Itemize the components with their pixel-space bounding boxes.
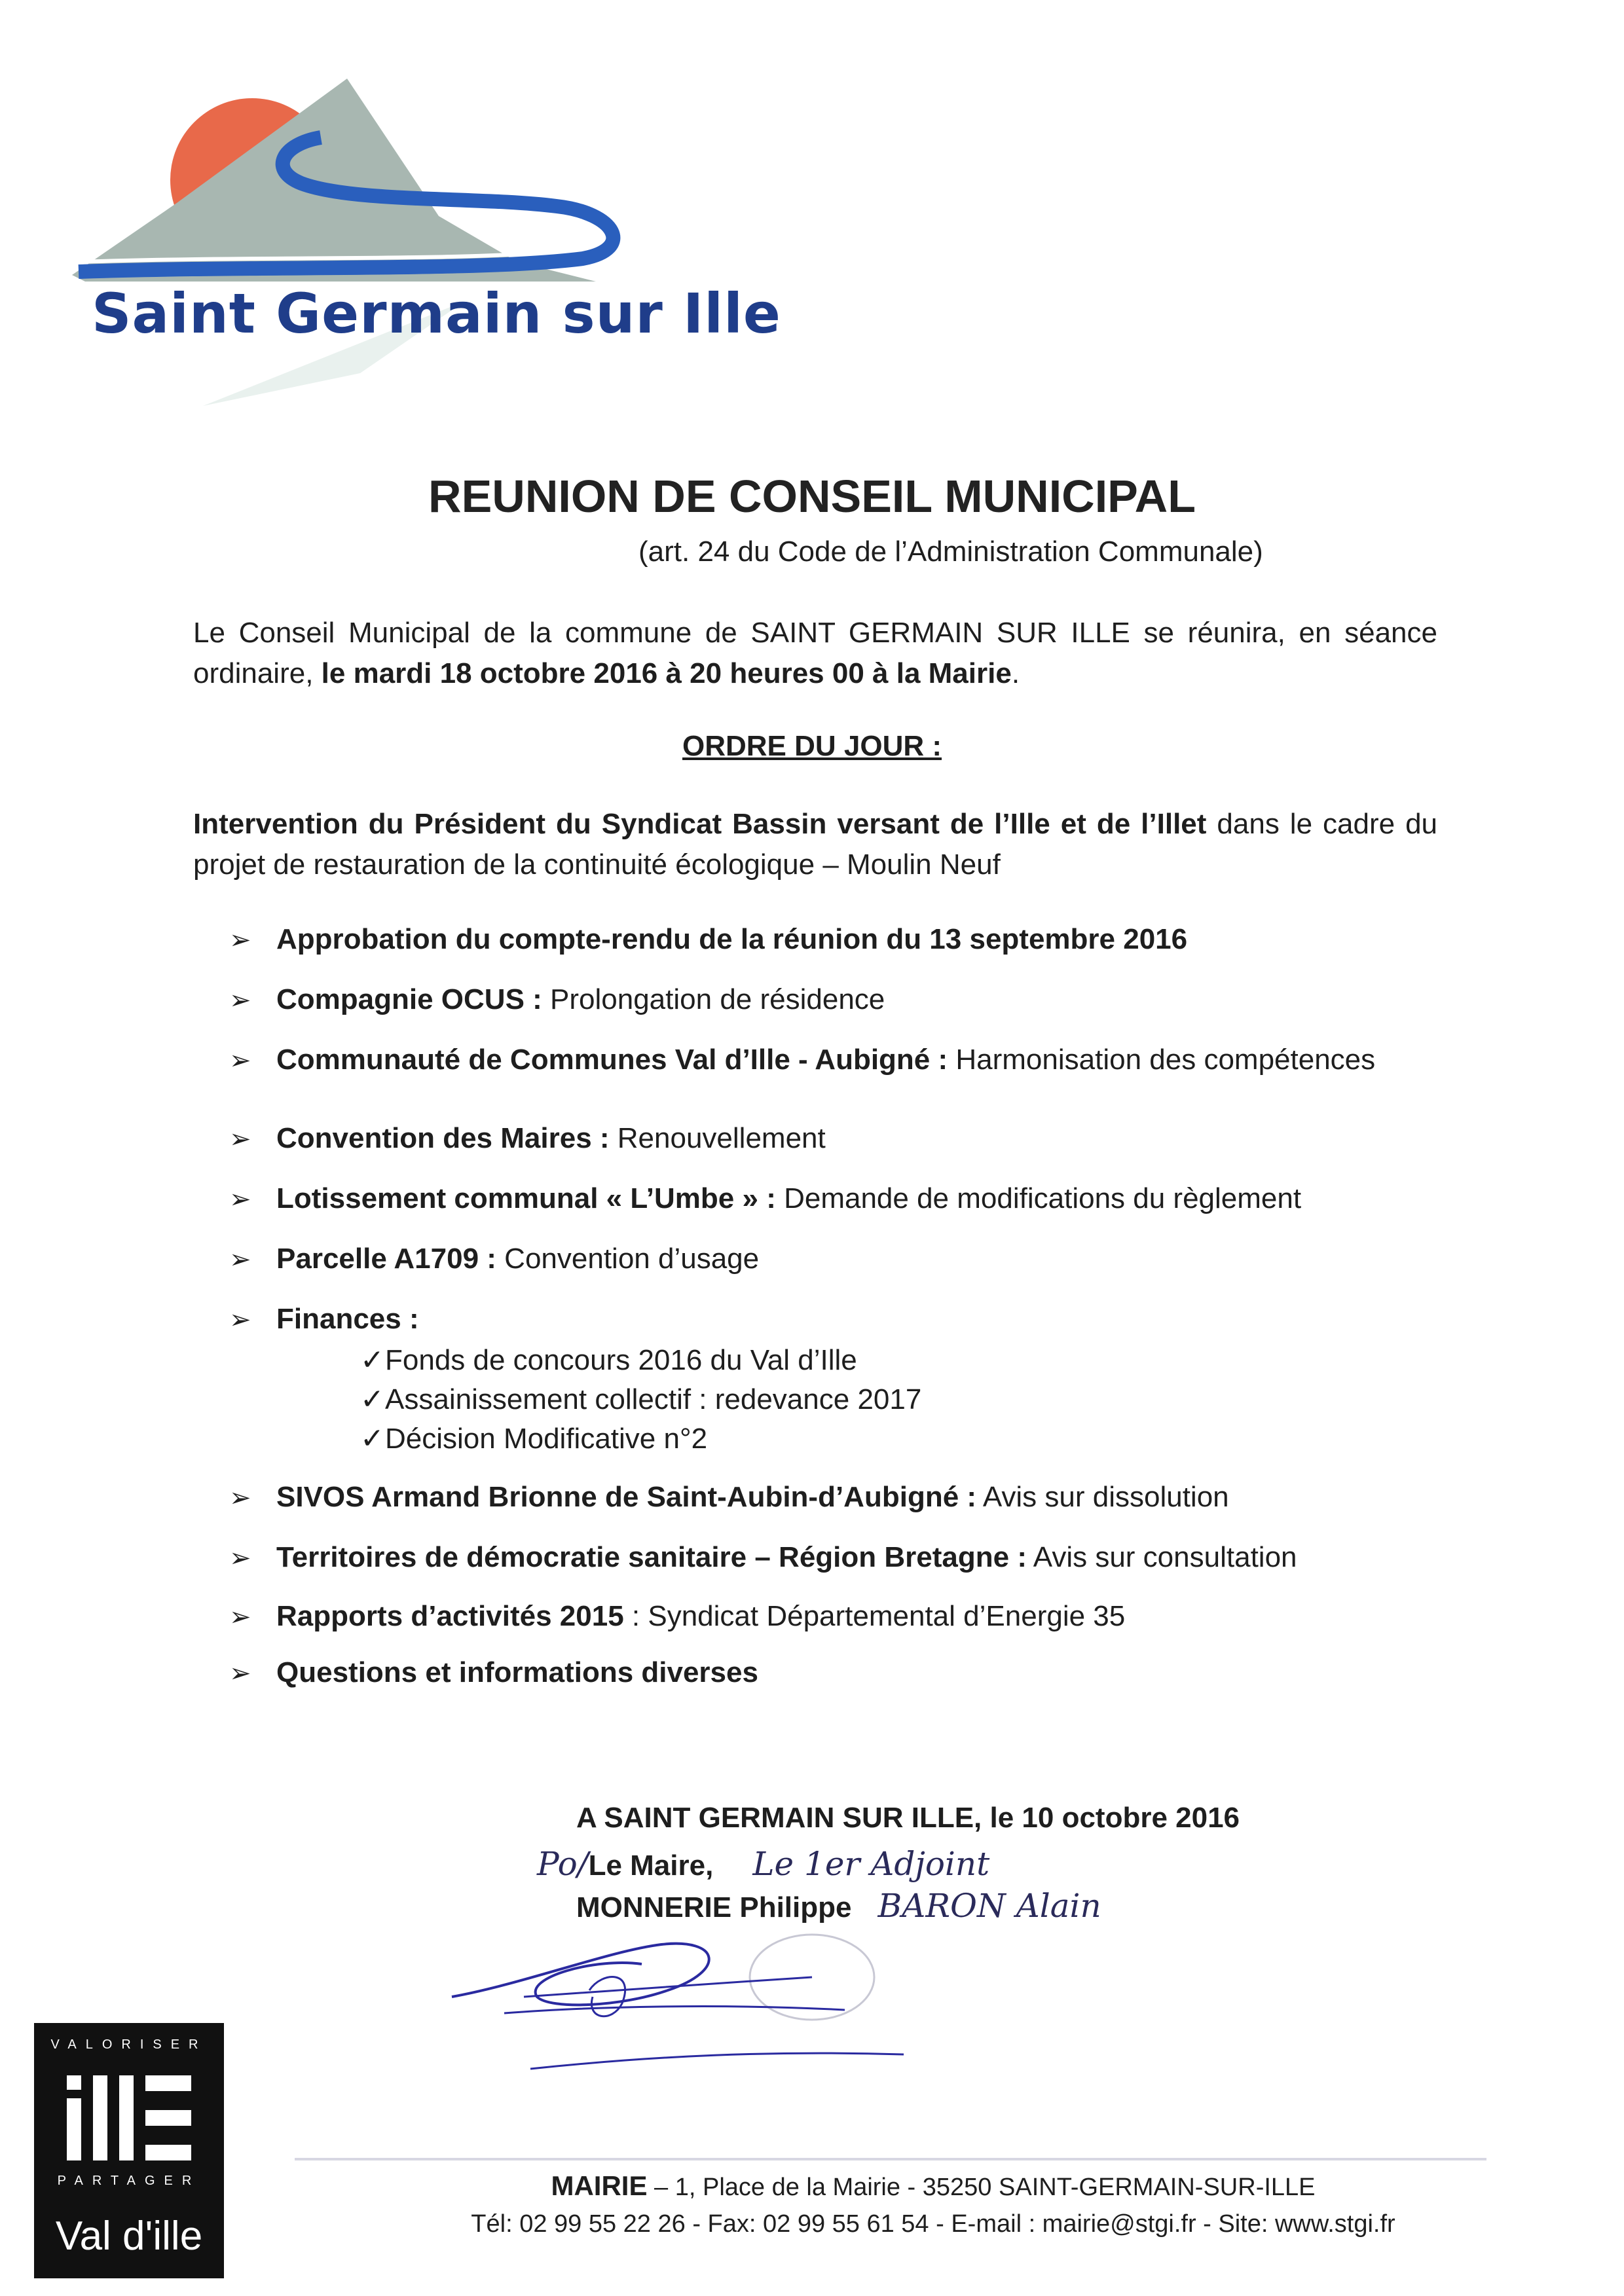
agenda-item-detail: Avis sur dissolution — [976, 1481, 1229, 1513]
logo-text: Saint Germain sur Ille — [92, 282, 781, 346]
agenda-item-title: Questions et informations diverses — [276, 1656, 758, 1688]
intro-text: Le Conseil Municipal de la commune de SAINT GERMAIN SUR ILLE se réunira, en séance ordinaire, — [193, 617, 1437, 689]
finances-subitem-text: Assainissement collectif : redevance 2017 — [385, 1383, 922, 1415]
badge-top-text: VALORISER — [50, 2037, 208, 2052]
ille-mark-icon — [67, 2075, 191, 2160]
arrow-icon: ➢ — [229, 1659, 251, 1688]
agenda-item-title: Parcelle A1709 : — [276, 1243, 496, 1275]
arrow-icon: ➢ — [229, 1544, 251, 1573]
agenda-item — [229, 1600, 1125, 1633]
arrow-icon: ➢ — [229, 1185, 251, 1214]
arrow-icon: ➢ — [229, 926, 251, 955]
intervention-paragraph — [193, 804, 1437, 885]
arrow-icon: ➢ — [229, 1603, 251, 1631]
finances-subitem — [360, 1383, 921, 1416]
finances-subitem — [360, 1343, 857, 1377]
arrow-icon: ➢ — [229, 1046, 251, 1075]
finances-subitem-text: Fonds de concours 2016 du Val d’Ille — [385, 1344, 857, 1376]
page-subtitle: (art. 24 du Code de l’Administration Communale) — [638, 536, 1263, 568]
agenda-heading: ORDRE DU JOUR : — [682, 730, 942, 762]
agenda-item-detail: Avis sur consultation — [1026, 1541, 1297, 1573]
town-logo — [72, 65, 635, 406]
agenda-item — [229, 1243, 759, 1275]
maire-line — [537, 1845, 989, 1883]
agenda-item — [229, 1122, 826, 1155]
finances-subitem — [360, 1422, 707, 1455]
agenda-item-title: SIVOS Armand Brionne de Saint-Aubin-d’Aubigné : — [276, 1481, 977, 1513]
intro-end: . — [1011, 657, 1020, 689]
val-dille-badge — [34, 2023, 224, 2278]
page-title: REUNION DE CONSEIL MUNICIPAL — [428, 471, 1196, 522]
arrow-icon: ➢ — [229, 1245, 251, 1274]
footer-mairie: MAIRIE — [551, 2170, 648, 2201]
agenda-item — [229, 983, 885, 1016]
agenda-item — [229, 1656, 758, 1689]
agenda-item-title: Convention des Maires : — [276, 1122, 610, 1154]
handwritten-name: BARON Alain — [877, 1887, 1101, 1925]
agenda-item — [229, 1541, 1297, 1574]
place-date: A SAINT GERMAIN SUR ILLE, le 10 octobre 2016 — [576, 1802, 1240, 1834]
agenda-item-title: Lotissement communal « L’Umbe » : — [276, 1182, 776, 1214]
agenda-item-title: Communauté de Communes Val d’Ille - Aubigné : — [276, 1044, 948, 1076]
footer-divider — [295, 2158, 1486, 2160]
handwritten-role: Le 1er Adjoint — [752, 1845, 990, 1883]
maire-name: MONNERIE Philippe — [576, 1891, 852, 1923]
agenda-item-title: Rapports d’activités 2015 — [276, 1600, 624, 1632]
signature-scribble — [445, 1899, 930, 2095]
agenda-item-detail: Harmonisation des compétences — [948, 1044, 1376, 1076]
agenda-item — [229, 1182, 1301, 1215]
maire-label: Le Maire, — [588, 1850, 714, 1882]
footer-contact: Tél: 02 99 55 22 26 - Fax: 02 99 55 61 54 - E-mail : mairie@stgi.fr - Site: www.stgi.fr — [471, 2210, 1395, 2238]
agenda-item-title: Territoires de démocratie sanitaire – Région Bretagne : — [276, 1541, 1027, 1573]
check-icon: ✓ — [360, 1423, 384, 1455]
agenda-item-title: Finances : — [276, 1303, 419, 1335]
arrow-icon: ➢ — [229, 986, 251, 1015]
check-icon: ✓ — [360, 1383, 384, 1415]
intervention-bold: Intervention du Président du Syndicat Bassin versant de l’Ille et de l’Illet — [193, 808, 1207, 840]
check-icon: ✓ — [360, 1344, 384, 1376]
agenda-item — [229, 1044, 1375, 1076]
agenda-item-detail: : Syndicat Départemental d’Energie 35 — [623, 1600, 1126, 1632]
po-handwritten: Po/ — [537, 1845, 589, 1883]
footer-address — [0, 2170, 1624, 2202]
agenda-item — [229, 1303, 419, 1336]
agenda-item — [229, 923, 1187, 956]
intervention-rest: dans le cadre du projet de restauration de la continuité écologique – Moulin Neuf — [193, 808, 1438, 881]
agenda-item — [229, 1481, 1229, 1514]
badge-name: Val d'ille — [55, 2214, 203, 2259]
agenda-item-detail: Renouvellement — [609, 1122, 826, 1154]
agenda-item-detail: Convention d’usage — [496, 1243, 760, 1275]
arrow-icon: ➢ — [229, 1484, 251, 1512]
agenda-item-title: Approbation du compte-rendu de la réunion du 13 septembre 2016 — [276, 923, 1188, 955]
agenda-item-title: Compagnie OCUS : — [276, 983, 542, 1015]
footer-address-text: – 1, Place de la Mairie - 35250 SAINT-GERMAIN-SUR-ILLE — [647, 2174, 1316, 2201]
intro-paragraph — [193, 613, 1437, 694]
badge-mid-text: PARTAGER — [57, 2174, 201, 2188]
agenda-item-detail: Demande de modifications du règlement — [775, 1182, 1302, 1214]
finances-subitem-text: Décision Modificative n°2 — [385, 1423, 708, 1455]
meeting-date: le mardi 18 octobre 2016 à 20 heures 00 à la Mairie — [321, 657, 1012, 689]
agenda-item-detail: Prolongation de résidence — [542, 983, 885, 1015]
arrow-icon: ➢ — [229, 1125, 251, 1154]
arrow-icon: ➢ — [229, 1305, 251, 1334]
